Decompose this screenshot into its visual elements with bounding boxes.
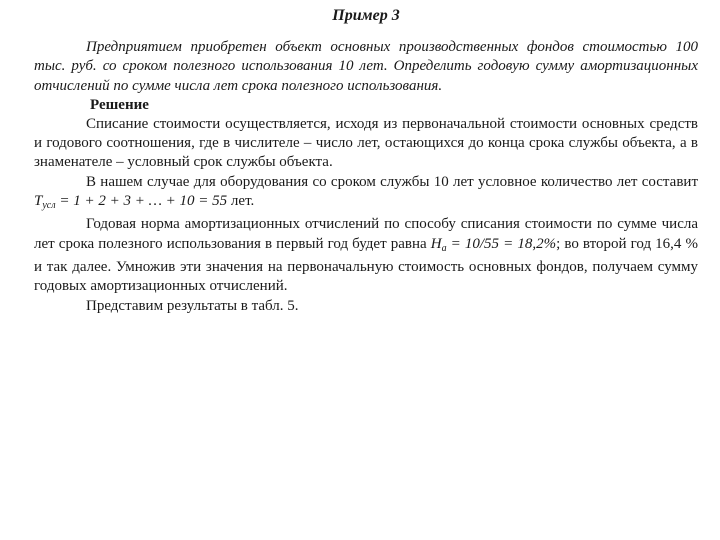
paragraph-3-text: Годовая норма амортизационных отчислений по способу списания стоимости по сумме числа лет срока полезного использования в первый год будет равна [34, 216, 698, 252]
conditional-years-symbol: T [34, 193, 43, 210]
paragraph-2-end: лет. [227, 193, 255, 210]
depreciation-rate-formula: = 10/55 = 18,2% [446, 235, 557, 252]
solution-paragraph-2 [34, 173, 698, 216]
conditional-years-formula: = 1 + 2 + 3 + … + 10 = 55 [55, 193, 228, 210]
example-title: Пример 3 [332, 7, 400, 24]
conditional-years-subscript: усл [42, 200, 56, 212]
solution-paragraph-4: Представим результаты в табл. 5. [86, 297, 299, 314]
solution-heading: Решение [90, 96, 149, 113]
depreciation-rate-subscript: а [441, 242, 447, 254]
problem-statement: Предприятием приобретен объект основных производственных фондов стоимостью 100 тыс. руб. со сроком полезного использования 10 лет. Определить годовую сумму амортизационных отчислений по сумме числа лет срока полезного использования. [34, 39, 698, 94]
solution-paragraph-1: Списание стоимости осуществляется, исходя из первоначальной стоимости основных средств и годового соотношения, где в числителе – число лет, остающихся до конца срока службы объекта, а в знаменателе – условный срок службы объекта. [34, 115, 698, 171]
depreciation-rate-symbol: Н [430, 235, 442, 252]
paragraph-2-text: В нашем случае для оборудования со сроком службы 10 лет условное количество лет составит [86, 173, 698, 190]
paragraph-3-end: ; во второй год 16,4 % и так далее. Умножив эти значения на первоначальную стоимость основных фондов, получаем сумму годовых амортизационных отчислений. [34, 235, 698, 295]
document-page [34, 6, 698, 316]
solution-paragraph-3 [34, 215, 698, 296]
